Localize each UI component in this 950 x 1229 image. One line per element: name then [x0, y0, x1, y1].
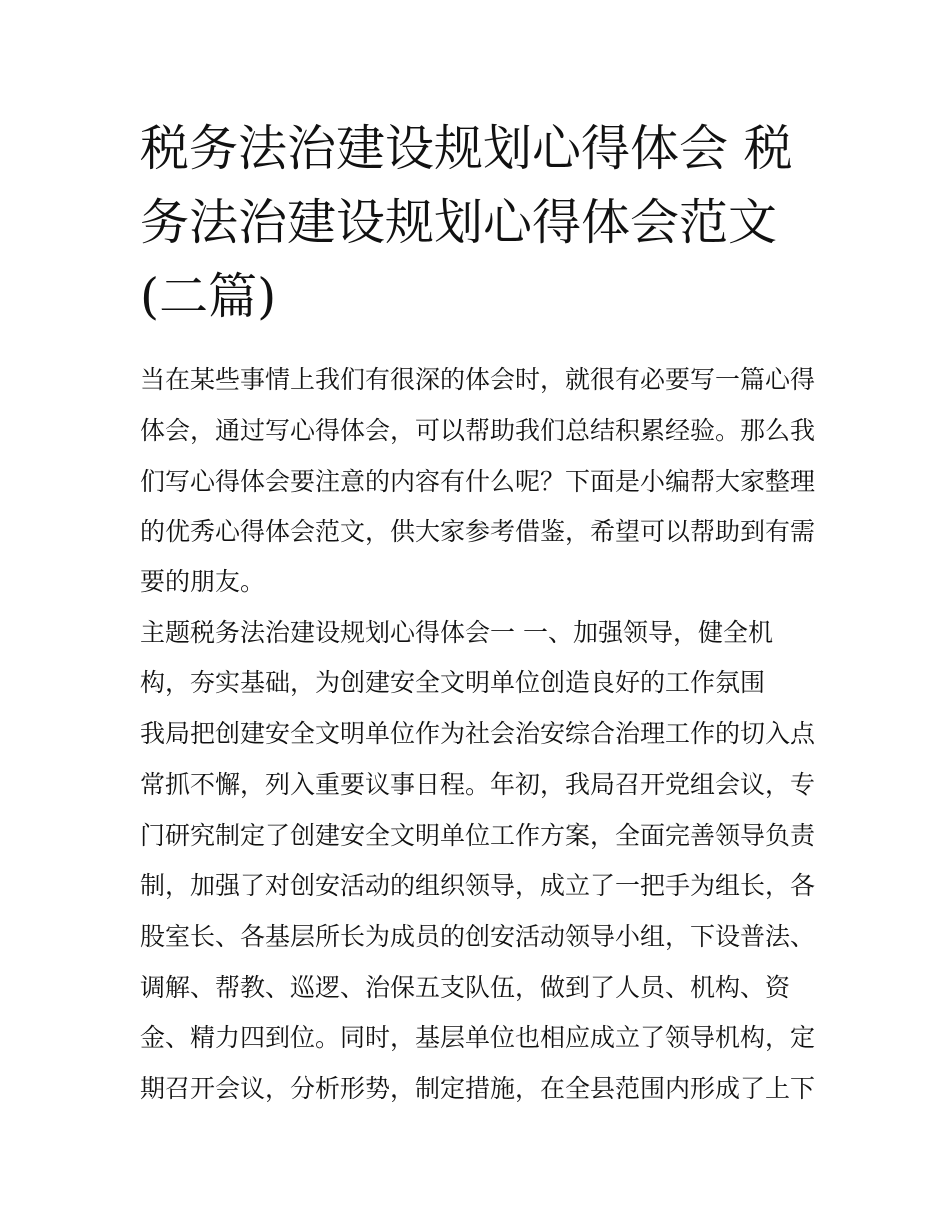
body-text-line: 当在某些事情上我们有很深的体会时，就很有必要写一篇心得: [140, 365, 816, 394]
body-text-line: 的优秀心得体会范文，供大家参考借鉴，希望可以帮助到有需: [140, 517, 816, 546]
body-text-line: 常抓不懈，列入重要议事日程。年初，我局召开党组会议，专: [140, 770, 816, 799]
title-line: 税务法治建设规划心得体会 税: [140, 120, 793, 177]
body-text-line: 体会，通过写心得体会，可以帮助我们总结积累经验。那么我: [140, 416, 816, 445]
body-text-line: 期召开会议，分析形势，制定措施，在全县范围内形成了上下: [140, 1074, 816, 1103]
title-line: (二篇): [140, 268, 277, 325]
body-text-line: 门研究制定了创建安全文明单位工作方案，全面完善领导负责: [140, 821, 816, 850]
body-text-line: 金、精力四到位。同时，基层单位也相应成立了领导机构，定: [140, 1023, 816, 1052]
body-text-line: 主题税务法治建设规划心得体会一 一、加强领导，健全机: [140, 618, 773, 647]
body-text-line: 股室长、各基层所长为成员的创安活动领导小组，下设普法、: [140, 922, 816, 951]
title-line: 务法治建设规划心得体会范文: [140, 194, 778, 251]
body-text-line: 制，加强了对创安活动的组织领导，成立了一把手为组长，各: [140, 871, 816, 900]
body-text-line: 要的朋友。: [140, 567, 266, 596]
body-text-line: 构，夯实基础，为创建安全文明单位创造良好的工作氛围: [140, 668, 766, 697]
body-text-line: 调解、帮教、巡逻、治保五支队伍，做到了人员、机构、资: [140, 973, 791, 1002]
body-text-line: 我局把创建安全文明单位作为社会治安综合治理工作的切入点: [140, 719, 816, 748]
body-text-line: 们写心得体会要注意的内容有什么呢？下面是小编帮大家整理: [140, 467, 816, 496]
document-title: [140, 112, 820, 334]
